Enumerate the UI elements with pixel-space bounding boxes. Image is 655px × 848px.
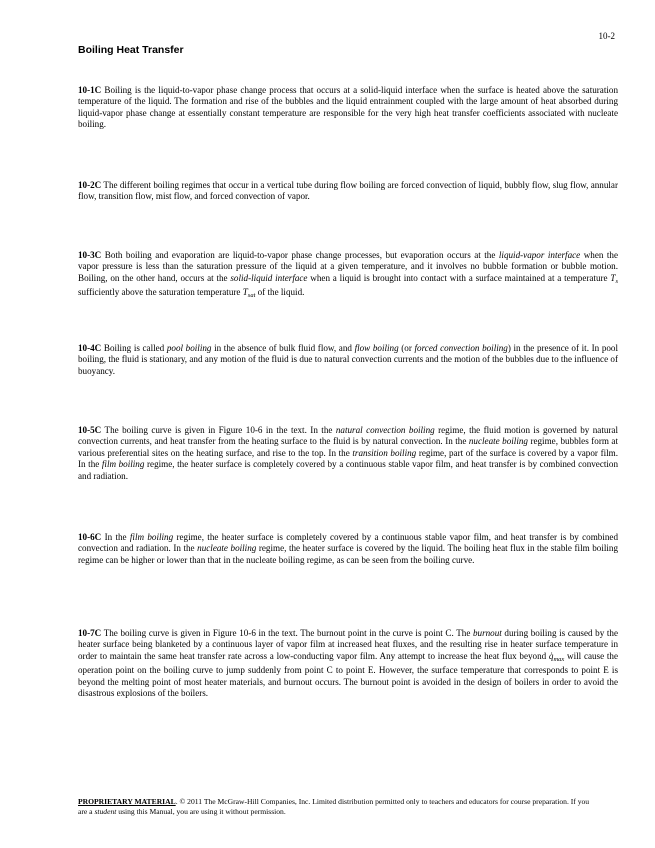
emphasis: flow boiling xyxy=(354,343,399,353)
text-part: regime, the fluid motion is governed by natural convection currents, and heat transfer from the heating surface to the fluid is by natural convection. In the xyxy=(78,425,618,447)
problem-id: 10-5C xyxy=(78,425,102,435)
text-part: (or xyxy=(398,343,415,353)
problem-id: 10-3C xyxy=(78,250,102,260)
page-number: 10-2 xyxy=(598,31,615,41)
emphasis: nucleate boiling xyxy=(468,436,528,447)
symbol-q-dot: q̇ xyxy=(548,650,554,661)
footer-copyright xyxy=(78,797,598,817)
footer-text: using this Manual, you are using it without permission. xyxy=(116,807,286,816)
emphasis: pool boiling xyxy=(166,343,212,353)
text-part: regime, part of the surface is covered by a vapor film. In the xyxy=(78,447,619,470)
emphasis: liquid-vapor interface xyxy=(498,250,581,260)
text-part: ) in the presence of it. In pool boiling, the fluid is stationary, and any motion of the fluid is due to natural convection currents and the motion of the bubbles due to the influence of buoyancy. xyxy=(78,343,618,376)
problem-text: Boiling is the liquid-to-vapor phase change process that occurs at a solid-liquid interface when the surface is heated above the saturation temperature of the liquid. The formation and rise of the bubbles and the liquid entrainment coupled with the large amount of heat absorbed during liquid-vapor phase change at essentially constant temperature are responsible for the very high heat transfer coefficients associated with nucleate boiling. xyxy=(78,85,618,130)
problem-id: 10-4C xyxy=(78,343,102,353)
text-part: will cause the operation point on the boiling curve to jump suddenly from point C to point E. However, the surface temperature that corresponds to point E is beyond the melting point of most heater materials, and burnout occurs. The burnout point is avoided in the design of boilers in order to avoid the disastrous explosions of the boilers. xyxy=(78,650,618,699)
problem-id: 10-1C xyxy=(78,85,102,95)
emphasis: transition boiling xyxy=(352,447,417,458)
text-part: regime, the heater surface is completely covered by a continuous stable vapor film, and heat transfer is by combined convection and radiation. xyxy=(78,459,619,481)
problem-10-3c xyxy=(78,250,618,302)
footer-emphasis: student xyxy=(94,807,117,816)
emphasis: natural convection boiling xyxy=(335,425,435,435)
text-part: Both boiling and evaporation are liquid-to-vapor phase change processes, but evaporation occurs at the xyxy=(104,250,499,260)
subscript: s xyxy=(615,277,618,285)
emphasis: film boiling xyxy=(129,532,174,542)
text-part: regime, the heater surface is covered by the liquid. The boiling heat flux in the stable film boiling regime can be higher or lower than that in the nucleate boiling regime, as can be seen from the boiling curve. xyxy=(78,543,618,565)
problem-10-2c xyxy=(78,180,618,203)
subscript: sat xyxy=(247,292,256,300)
subscript: max xyxy=(553,655,565,663)
chapter-title: Boiling Heat Transfer xyxy=(78,44,184,56)
emphasis: nucleate boiling xyxy=(197,543,257,554)
problem-10-6c xyxy=(78,532,618,566)
emphasis: solid-liquid interface xyxy=(230,272,308,283)
emphasis: forced convection boiling xyxy=(414,343,508,353)
text-part: Boiling is called xyxy=(103,343,167,353)
footer-label: PROPRIETARY MATERIAL xyxy=(78,797,176,806)
text-part: of the liquid. xyxy=(255,287,305,298)
text-part: The boiling curve is given in Figure 10-6 in the text. In the xyxy=(104,425,336,435)
symbol-t: T xyxy=(610,272,616,283)
text-part: regime, bubbles form at various preferential sites on the heating surface, and rise to the top. In the xyxy=(78,436,618,458)
footer-text: . © 2011 The McGraw-Hill Companies, Inc. Limited distribution permitted only to teachers and educators for course preparation. If you are a xyxy=(78,797,590,816)
problem-10-5c xyxy=(78,425,618,482)
problem-10-7c xyxy=(78,628,618,699)
problem-id: 10-6C xyxy=(78,532,102,542)
text-part: The boiling curve is given in Figure 10-6 in the text. The burnout point in the curve is point C. The xyxy=(103,628,473,638)
text-part: during boiling is caused by the heater surface being blanketed by a continuous layer of vapor film at increased heat fluxes, and the resulting rise in heater surface temperature in order to maintain the same heat transfer rate across a low-conducting vapor film. Any attempt to increase the heat flux beyond xyxy=(78,628,618,661)
text-part: regime, the heater surface is completely covered by a continuous stable vapor film, and heat transfer is by combined convection and radiation. In the xyxy=(78,532,619,554)
emphasis: film boiling xyxy=(101,459,145,470)
text-part: In the xyxy=(104,532,130,542)
problem-id: 10-7C xyxy=(78,628,102,638)
problem-text: The different boiling regimes that occur in a vertical tube during flow boiling are forced convection of liquid, bubbly flow, slug flow, annular flow, transition flow, mist flow, and forced convection of vapor. xyxy=(78,180,618,202)
text-part: when the vapor pressure is less than the saturation pressure of the liquid at a given temperature, and it involves no bubble formation or bubble motion. Boiling, on the other hand, occurs at the xyxy=(78,250,619,283)
problem-10-4c xyxy=(78,343,618,377)
text-part: in the absence of bulk fluid flow, and xyxy=(211,343,355,353)
text-part: sufficiently above the saturation temperature xyxy=(78,287,243,298)
emphasis: burnout xyxy=(472,628,502,638)
problem-10-1c xyxy=(78,85,618,131)
problem-id: 10-2C xyxy=(78,180,102,190)
symbol-t: T xyxy=(242,287,248,298)
text-part: when a liquid is brought into contact with a surface maintained at a temperature xyxy=(307,272,611,283)
